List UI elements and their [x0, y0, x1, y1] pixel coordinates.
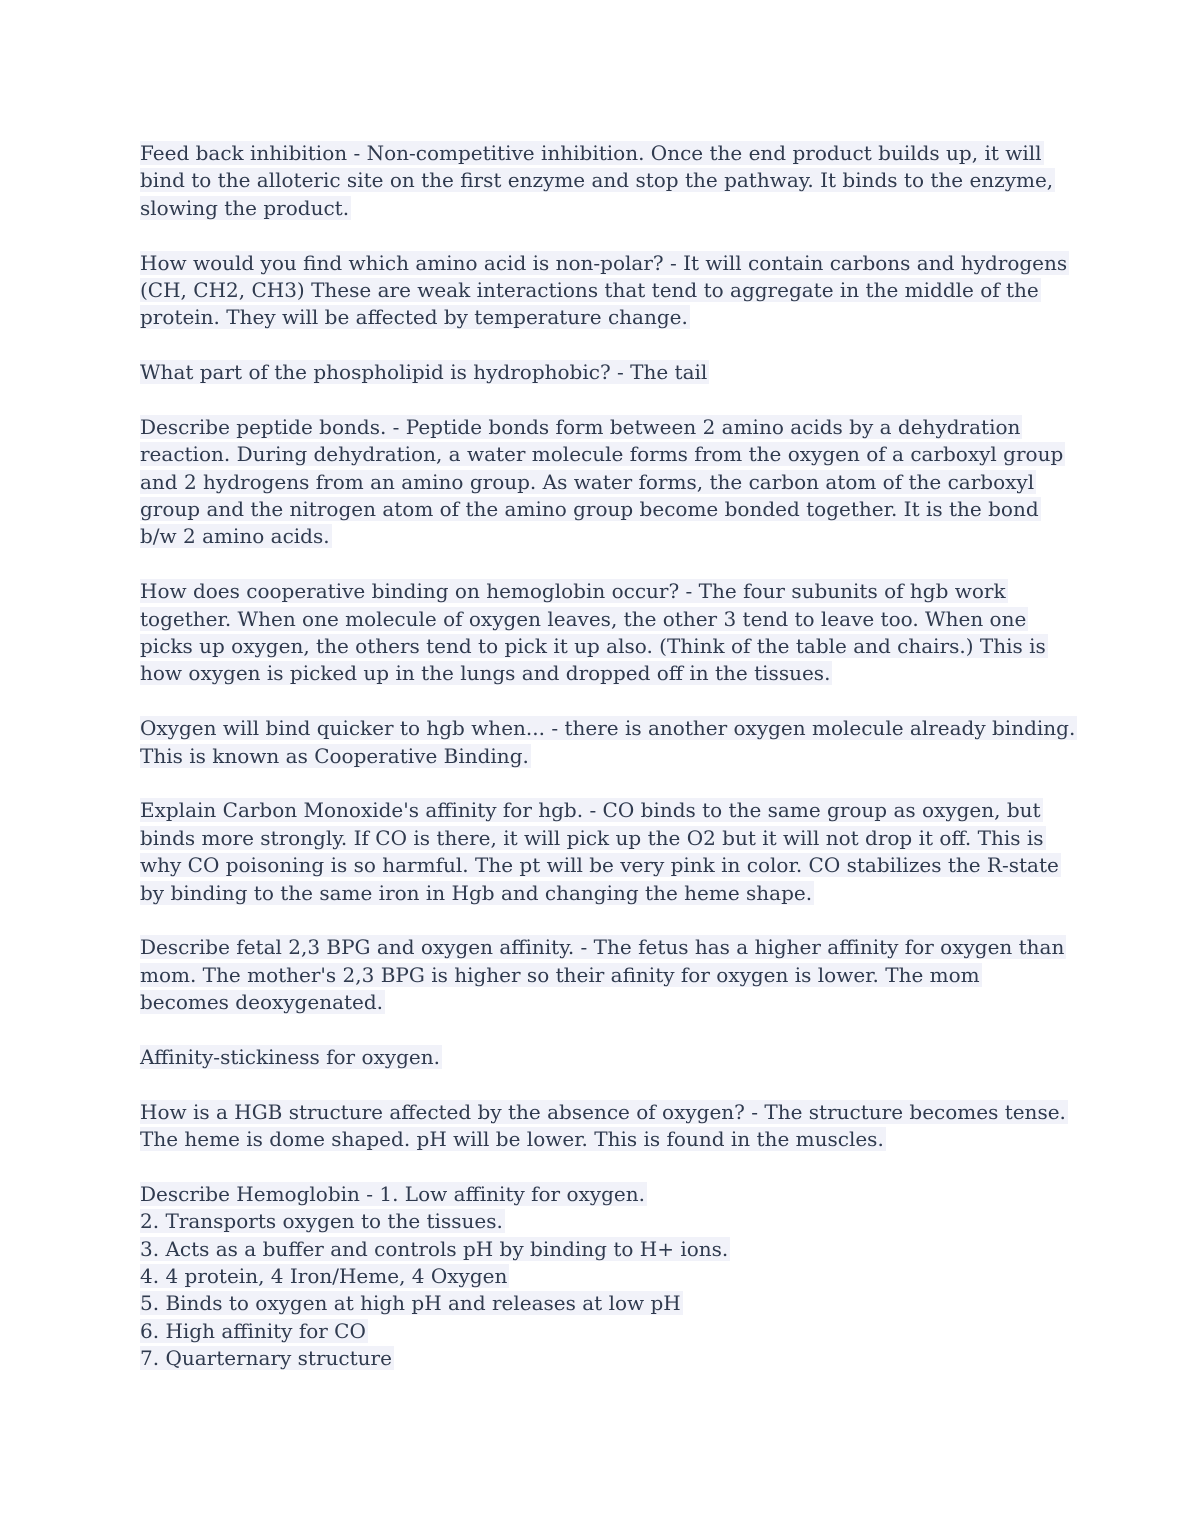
- card-line: What part of the phospholipid is hydrophobic? - The tail: [140, 360, 708, 385]
- card-line: The heme is dome shaped. pH will be lower. This is found in the muscles.: [140, 1127, 884, 1152]
- card-line: reaction. During dehydration, a water molecule forms from the oxygen of a carboxyl group: [140, 442, 1064, 467]
- card-hemoglobin-list: [140, 1181, 1060, 1373]
- card-affinity: [140, 1044, 1060, 1071]
- paragraph-gap: [140, 387, 1060, 414]
- card-line: how oxygen is picked up in the lungs and dropped off in the tissues.: [140, 661, 831, 686]
- card-feedback-inhibition: [140, 140, 1060, 222]
- card-peptide-bonds: [140, 414, 1064, 551]
- paragraph-gap: [140, 551, 1060, 578]
- list-item: 4. 4 protein, 4 Iron/Heme, 4 Oxygen: [140, 1264, 508, 1289]
- card-line: bind to the alloteric site on the first enzyme and stop the pathway. It binds to the enzyme,: [140, 168, 1054, 193]
- card-hgb-structure: [140, 1099, 1066, 1154]
- list-item: 6. High affinity for CO: [140, 1318, 366, 1343]
- list-item: 7. Quarternary structure: [140, 1346, 392, 1371]
- card-line: Explain Carbon Monoxide's affinity for hgb. - CO binds to the same group as oxygen, but: [140, 798, 1041, 823]
- list-item: 2. Transports oxygen to the tissues.: [140, 1209, 503, 1234]
- card-line: b/w 2 amino acids.: [140, 524, 330, 549]
- paragraph-gap: [140, 332, 1060, 359]
- card-line: group and the nitrogen atom of the amino group become bonded together. It is the bond: [140, 497, 1039, 522]
- card-line: Feed back inhibition - Non-competitive inhibition. Once the end product builds up, it will: [140, 141, 1042, 165]
- card-line: slowing the product.: [140, 195, 350, 220]
- card-line: How is a HGB structure affected by the absence of oxygen? - The structure becomes tense.: [140, 1099, 1066, 1124]
- paragraph-gap: [140, 1017, 1060, 1044]
- paragraph-gap: [140, 770, 1060, 797]
- card-oxygen-binding: [140, 715, 1076, 770]
- paragraph-gap: [140, 222, 1060, 249]
- list-item: 3. Acts as a buffer and controls pH by binding to H+ ions.: [140, 1236, 729, 1261]
- card-line: why CO poisoning is so harmful. The pt will be very pink in color. CO stabilizes the R-state: [140, 853, 1059, 878]
- card-fetal-bpg: [140, 934, 1065, 1016]
- card-line: This is known as Cooperative Binding.: [140, 743, 529, 768]
- list-item: Describe Hemoglobin - 1. Low affinity for oxygen.: [140, 1181, 645, 1206]
- card-line: Affinity-stickiness for oxygen.: [140, 1044, 440, 1069]
- card-line: How would you find which amino acid is non-polar? - It will contain carbons and hydrogens: [140, 250, 1068, 275]
- paragraph-gap: [140, 907, 1060, 934]
- card-line: How does cooperative binding on hemoglobin occur? - The four subunits of hgb work: [140, 579, 1006, 604]
- card-nonpolar-amino-acid: [140, 250, 1068, 332]
- paragraph-gap: [140, 1153, 1060, 1180]
- card-line: by binding to the same iron in Hgb and changing the heme shape.: [140, 880, 813, 905]
- document-page: [140, 140, 1076, 1373]
- card-line: mom. The mother's 2,3 BPG is higher so their afinity for oxygen is lower. The mom: [140, 962, 980, 987]
- card-line: together. When one molecule of oxygen leaves, the other 3 tend to leave too. When one: [140, 606, 1027, 631]
- card-carbon-monoxide: [140, 797, 1060, 907]
- paragraph-gap: [140, 688, 1060, 715]
- card-line: and 2 hydrogens from an amino group. As water forms, the carbon atom of the carboxyl: [140, 469, 1035, 494]
- card-cooperative-binding: [140, 578, 1060, 688]
- card-line: becomes deoxygenated.: [140, 990, 384, 1015]
- card-phospholipid: [140, 359, 1060, 386]
- paragraph-gap: [140, 1071, 1060, 1098]
- card-line: Describe peptide bonds. - Peptide bonds form between 2 amino acids by a dehydration: [140, 414, 1021, 439]
- list-item: 5. Binds to oxygen at high pH and releases at low pH: [140, 1291, 681, 1316]
- card-line: (CH, CH2, CH3) These are weak interactions that tend to aggregate in the middle of the: [140, 277, 1039, 302]
- card-line: Oxygen will bind quicker to hgb when... - there is another oxygen molecule already binding.: [140, 716, 1076, 741]
- card-line: picks up oxygen, the others tend to pick it up also. (Think of the table and chairs.) This is: [140, 634, 1046, 659]
- card-line: Describe fetal 2,3 BPG and oxygen affinity. - The fetus has a higher affinity for oxygen than: [140, 935, 1065, 960]
- card-line: protein. They will be affected by temperature change.: [140, 305, 688, 330]
- card-line: binds more strongly. If CO is there, it will pick up the O2 but it will not drop it off. This is: [140, 825, 1044, 850]
